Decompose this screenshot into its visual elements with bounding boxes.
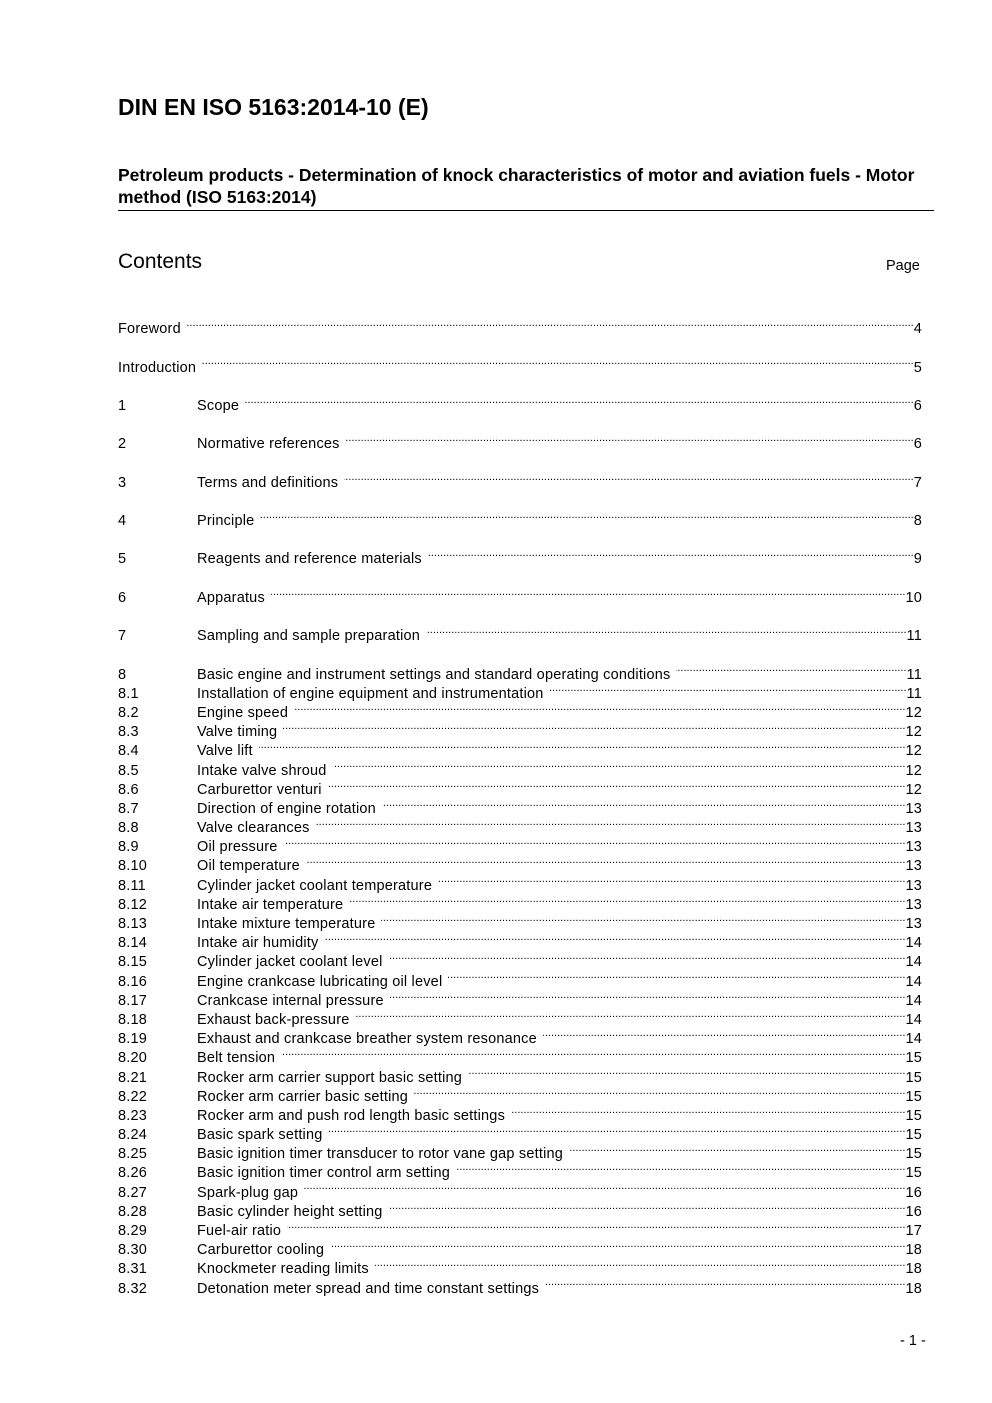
toc-entry-title: Engine speed bbox=[197, 704, 289, 721]
toc-entry-title: Apparatus bbox=[197, 589, 265, 606]
toc-entry-title: Intake air humidity bbox=[197, 935, 319, 952]
contents-heading: Contents bbox=[118, 250, 203, 273]
toc-dot-leader bbox=[375, 1254, 906, 1273]
toc-dot-leader bbox=[468, 1062, 905, 1081]
toc-entry-page: 13 bbox=[905, 896, 922, 913]
toc-entry-page: 15 bbox=[905, 1069, 922, 1086]
toc-entry-title: Knockmeter reading limits bbox=[197, 1261, 369, 1278]
toc-entry-page: 14 bbox=[905, 973, 922, 990]
toc-entry-number: 8.2 bbox=[118, 704, 139, 721]
toc-entry-page: 13 bbox=[905, 877, 922, 894]
toc-entry-number: 4 bbox=[118, 513, 127, 530]
toc-entry-number: 8.12 bbox=[118, 896, 148, 913]
toc-dot-leader bbox=[271, 583, 906, 602]
toc-entry-number: 8.8 bbox=[118, 820, 139, 837]
toc-entry-title: Carburettor cooling bbox=[197, 1242, 325, 1259]
toc-entry-number: 8.18 bbox=[118, 1011, 148, 1028]
toc-entry-number: 8.28 bbox=[118, 1203, 148, 1220]
toc-entry-number: 8.30 bbox=[118, 1242, 148, 1259]
toc-entry-number: 8.11 bbox=[118, 877, 146, 894]
toc-entry-page: 16 bbox=[905, 1184, 922, 1201]
toc-entry-title: Detonation meter spread and time constant settings bbox=[197, 1280, 540, 1297]
toc-dot-leader bbox=[306, 851, 906, 870]
toc-entry-page: 14 bbox=[905, 935, 922, 952]
toc-entry-title: Exhaust back-pressure bbox=[197, 1011, 350, 1028]
toc-dot-leader bbox=[328, 775, 906, 794]
toc-dot-leader bbox=[283, 717, 905, 736]
toc-entry-number: 3 bbox=[118, 474, 127, 491]
toc-entry-number: 8.27 bbox=[118, 1184, 148, 1201]
toc-entry-title: Terms and definitions bbox=[197, 474, 339, 491]
toc-entry-title: Oil pressure bbox=[197, 839, 278, 856]
toc-dot-leader bbox=[389, 947, 906, 966]
toc-dot-leader bbox=[294, 698, 905, 717]
toc-entry-page: 18 bbox=[905, 1280, 922, 1297]
toc-dot-leader bbox=[448, 966, 905, 985]
toc-entry-page: 15 bbox=[905, 1165, 922, 1182]
toc-entry-title: Rocker arm carrier support basic setting bbox=[197, 1069, 463, 1086]
toc-entry-number: 1 bbox=[118, 397, 127, 414]
toc-entry-title: Valve clearances bbox=[197, 820, 310, 837]
table-of-contents bbox=[118, 314, 922, 1297]
toc-entry-title: Cylinder jacket coolant level bbox=[197, 954, 383, 971]
toc-dot-leader bbox=[676, 659, 906, 678]
toc-dot-leader bbox=[281, 1043, 905, 1062]
toc-dot-leader bbox=[287, 1216, 905, 1235]
toc-entry[interactable] bbox=[118, 621, 922, 645]
toc-entry-number: 8.10 bbox=[118, 858, 148, 875]
toc-entry-number: 8.25 bbox=[118, 1146, 148, 1163]
toc-entry-page: 12 bbox=[905, 724, 922, 741]
toc-entry[interactable] bbox=[118, 506, 922, 530]
toc-entry-title: Cylinder jacket coolant temperature bbox=[197, 877, 433, 894]
toc-dot-leader bbox=[324, 928, 905, 947]
toc-entry-page: 7 bbox=[913, 474, 922, 491]
toc-entry-page: 12 bbox=[905, 704, 922, 721]
toc-entry[interactable] bbox=[118, 544, 922, 568]
toc-entry-number: 8.24 bbox=[118, 1127, 148, 1144]
toc-dot-leader bbox=[356, 1005, 906, 1024]
toc-entry-title: Reagents and reference materials bbox=[197, 551, 422, 568]
toc-entry-page: 15 bbox=[905, 1146, 922, 1163]
toc-entry-title: Foreword bbox=[118, 321, 181, 338]
toc-entry-title: Belt tension bbox=[197, 1050, 276, 1067]
toc-entry-number: 8.19 bbox=[118, 1031, 148, 1048]
toc-entry-number: 8.9 bbox=[118, 839, 139, 856]
toc-entry-number: 8 bbox=[118, 666, 127, 683]
toc-entry-page: 11 bbox=[906, 628, 922, 645]
toc-entry-page: 11 bbox=[906, 685, 922, 702]
toc-entry[interactable] bbox=[118, 468, 922, 491]
toc-entry-page: 13 bbox=[905, 858, 922, 875]
toc-entry-title: Intake air temperature bbox=[197, 896, 344, 913]
toc-entry-page: 8 bbox=[913, 513, 922, 530]
toc-entry-page: 17 bbox=[905, 1223, 922, 1239]
toc-entry-title: Basic ignition timer transducer to rotor vane gap setting bbox=[197, 1146, 564, 1163]
toc-entry-title: Principle bbox=[197, 513, 255, 530]
toc-dot-leader bbox=[428, 544, 914, 563]
toc-dot-leader bbox=[346, 429, 914, 448]
toc-entry-page: 14 bbox=[905, 1011, 922, 1028]
toc-dot-leader bbox=[382, 794, 906, 813]
document-subtitle: Petroleum products - Determination of knock characteristics of motor and aviation fuels - Motor method (ISO 5163:2014) bbox=[118, 165, 915, 207]
toc-entry-title: Introduction bbox=[118, 359, 197, 376]
toc-entry[interactable] bbox=[118, 314, 922, 338]
toc-entry[interactable] bbox=[118, 391, 922, 414]
toc-dot-leader bbox=[426, 621, 907, 640]
toc-dot-leader bbox=[545, 1273, 905, 1292]
toc-entry-number: 8.3 bbox=[118, 724, 139, 741]
toc-entry-number: 8.29 bbox=[118, 1223, 148, 1239]
toc-dot-leader bbox=[344, 468, 914, 487]
toc-entry-page: 13 bbox=[905, 800, 922, 817]
toc-entry-title: Oil temperature bbox=[197, 858, 300, 875]
toc-entry-page: 15 bbox=[905, 1088, 922, 1105]
toc-entry[interactable] bbox=[118, 429, 922, 453]
toc-entry-page: 5 bbox=[913, 359, 922, 376]
toc-entry-number: 8.17 bbox=[118, 992, 148, 1009]
toc-entry-page: 6 bbox=[913, 436, 922, 453]
toc-entry-page: 15 bbox=[905, 1050, 922, 1067]
toc-entry-number: 8.1 bbox=[118, 685, 139, 702]
toc-dot-leader bbox=[187, 314, 914, 333]
document-id: DIN EN ISO 5163:2014-10 (E) bbox=[118, 94, 429, 120]
toc-entry-page: 13 bbox=[905, 839, 922, 856]
toc-entry-number: 2 bbox=[118, 436, 127, 453]
toc-entry-number: 8.20 bbox=[118, 1050, 148, 1067]
toc-entry-number: 8.16 bbox=[118, 973, 148, 990]
toc-entry-number: 6 bbox=[118, 589, 127, 606]
toc-entry[interactable] bbox=[118, 352, 922, 376]
toc-dot-leader bbox=[569, 1139, 905, 1158]
toc-dot-leader bbox=[333, 755, 906, 774]
toc-entry-title: Fuel-air ratio bbox=[197, 1223, 282, 1239]
toc-entry-title: Rocker arm carrier basic setting bbox=[197, 1088, 409, 1105]
toc-entry-number: 8.32 bbox=[118, 1280, 148, 1297]
toc-entry-page: 14 bbox=[905, 1031, 922, 1048]
toc-entry-title: Basic cylinder height setting bbox=[197, 1203, 383, 1220]
toc-entry-number: 8.26 bbox=[118, 1165, 148, 1182]
toc-entry-title: Crankcase internal pressure bbox=[197, 992, 384, 1009]
toc-dot-leader bbox=[304, 1177, 905, 1196]
toc-entry-title: Spark-plug gap bbox=[197, 1184, 299, 1201]
toc-entry-number: 8.23 bbox=[118, 1107, 148, 1124]
toc-dot-leader bbox=[389, 1197, 906, 1216]
toc-entry-page: 18 bbox=[905, 1242, 922, 1259]
toc-entry-page: 13 bbox=[905, 820, 922, 837]
toc-entry-number: 8.6 bbox=[118, 781, 139, 798]
toc-dot-leader bbox=[284, 832, 906, 851]
toc-dot-leader bbox=[414, 1082, 905, 1101]
toc-entry-page: 16 bbox=[905, 1203, 922, 1220]
toc-entry-title: Engine crankcase lubricating oil level bbox=[197, 973, 443, 990]
toc-entry-page: 15 bbox=[905, 1127, 922, 1144]
toc-entry-page: 13 bbox=[905, 916, 922, 932]
toc-entry-number: 5 bbox=[118, 551, 127, 568]
toc-dot-leader bbox=[329, 1120, 906, 1139]
toc-dot-leader bbox=[511, 1101, 905, 1120]
toc-entry-page: 12 bbox=[905, 743, 922, 760]
toc-entry-page: 10 bbox=[905, 589, 922, 606]
toc-entry[interactable] bbox=[118, 659, 922, 683]
toc-entry-title: Sampling and sample preparation bbox=[197, 628, 421, 645]
toc-entry-title: Normative references bbox=[197, 436, 340, 453]
toc-entry-title: Exhaust and crankcase breather system resonance bbox=[197, 1031, 537, 1048]
toc-entry-title: Valve lift bbox=[197, 743, 253, 760]
toc-dot-leader bbox=[330, 1235, 905, 1254]
toc-entry-page: 12 bbox=[905, 762, 922, 779]
toc-entry-page: 15 bbox=[905, 1107, 922, 1124]
toc-dot-leader bbox=[316, 813, 906, 832]
toc-entry-title: Carburettor venturi bbox=[197, 781, 322, 798]
toc-dot-leader bbox=[438, 870, 905, 889]
toc-entry-number: 7 bbox=[118, 628, 127, 645]
toc-dot-leader bbox=[245, 391, 914, 410]
toc-dot-leader bbox=[349, 890, 905, 909]
toc-dot-leader bbox=[381, 909, 905, 928]
toc-entry-page: 12 bbox=[905, 781, 922, 798]
toc-entry-number: 8.13 bbox=[118, 916, 148, 932]
header-rule bbox=[118, 210, 934, 211]
toc-entry-number: 8.5 bbox=[118, 762, 139, 779]
toc-dot-leader bbox=[259, 736, 906, 755]
toc-entry-page: 4 bbox=[913, 321, 922, 338]
toc-dot-leader bbox=[456, 1158, 905, 1177]
toc-dot-leader bbox=[390, 986, 906, 1005]
toc-entry-number: 8.4 bbox=[118, 743, 139, 760]
toc-entry-number: 8.31 bbox=[118, 1261, 148, 1278]
toc-entry-number: 8.22 bbox=[118, 1088, 148, 1105]
toc-entry-title: Basic ignition timer control arm setting bbox=[197, 1165, 450, 1182]
page-column-label: Page bbox=[886, 258, 920, 274]
toc-entry-title: Intake valve shroud bbox=[197, 762, 327, 779]
toc-entry-page: 6 bbox=[913, 397, 922, 414]
toc-entry-title: Intake mixture temperature bbox=[197, 916, 376, 932]
toc-entry-title: Rocker arm and push rod length basic settings bbox=[197, 1107, 506, 1124]
toc-entry-number: 8.7 bbox=[118, 800, 139, 817]
toc-entry-page: 11 bbox=[906, 666, 922, 683]
toc-entry-title: Direction of engine rotation bbox=[197, 800, 376, 817]
toc-entry-number: 8.21 bbox=[118, 1069, 148, 1086]
toc-entry-page: 9 bbox=[913, 551, 922, 568]
toc-dot-leader bbox=[543, 1024, 906, 1043]
toc-entry-page: 14 bbox=[905, 992, 922, 1009]
page-number: - 1 - bbox=[900, 1333, 926, 1349]
toc-entry-title: Basic engine and instrument settings and standard operating conditions bbox=[197, 666, 671, 683]
toc-entry-title: Basic spark setting bbox=[197, 1127, 323, 1144]
toc-entry-number: 8.14 bbox=[118, 935, 148, 952]
toc-dot-leader bbox=[202, 352, 914, 371]
toc-entry-title: Installation of engine equipment and instrumentation bbox=[197, 685, 544, 702]
toc-entry-page: 18 bbox=[905, 1261, 922, 1278]
toc-entry-title: Scope bbox=[197, 397, 240, 414]
toc-entry-number: 8.15 bbox=[118, 954, 148, 971]
toc-entry-page: 14 bbox=[905, 954, 922, 971]
toc-dot-leader bbox=[260, 506, 913, 525]
toc-dot-leader bbox=[550, 679, 907, 698]
toc-entry[interactable] bbox=[118, 583, 922, 606]
toc-entry-title: Valve timing bbox=[197, 724, 278, 741]
